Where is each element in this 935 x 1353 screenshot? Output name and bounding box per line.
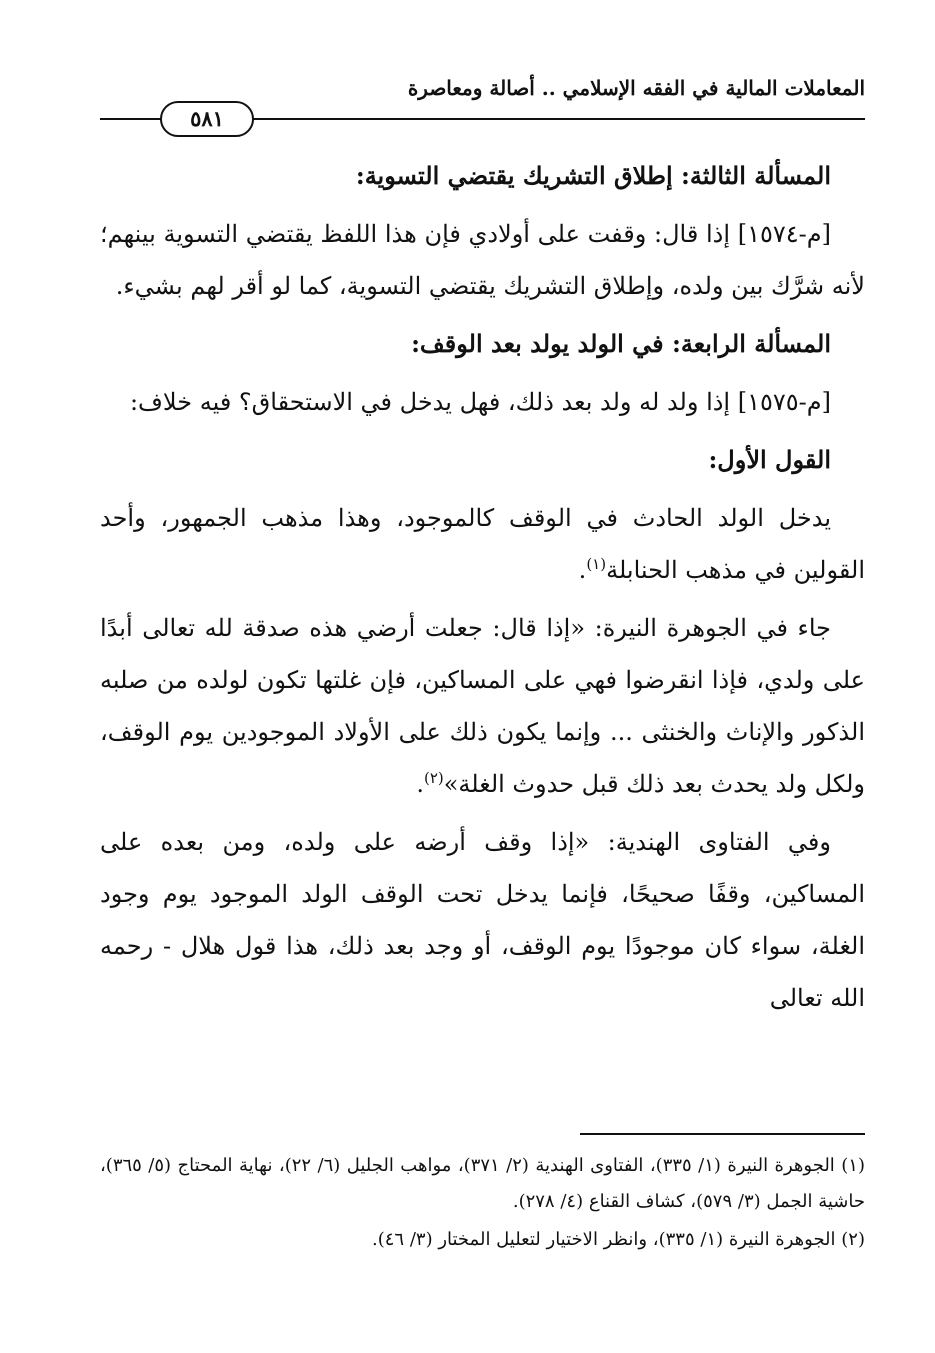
footnote-2: (٢) الجوهرة النيرة (١/ ٣٣٥)، وانظر الاختيار لتعليل المختار (٣/ ٤٦). xyxy=(372,1229,865,1250)
paragraph-1574: [م-١٥٧٤] إذا قال: وقفت على أولادي فإن هذا اللفظ يقتضي التسوية بينهم؛ لأنه شرَّك بين ولده، وإطلاق التشريك يقتضي التسوية، كما لو أقر لهم بشيء. xyxy=(100,220,865,300)
footnotes xyxy=(100,1148,865,1260)
body-text xyxy=(100,150,865,1030)
running-title: المعاملات المالية في الفقه الإسلامي .. أصالة ومعاصرة xyxy=(407,76,865,100)
paragraph-1575: [م-١٥٧٥] إذا ولد له ولد بعد ذلك، فهل يدخل في الاستحقاق؟ فيه خلاف: xyxy=(129,388,831,416)
first-opinion-paragraph xyxy=(100,492,865,596)
first-opinion-text: يدخل الولد الحادث في الوقف كالموجود، وهذا مذهب الجمهور، وأحد القولين في مذهب الحنابلة xyxy=(100,504,865,584)
page-number-badge: ٥٨١ xyxy=(160,101,254,137)
footnote-ref-2[interactable]: (٢) xyxy=(423,769,444,787)
footnote-ref-1[interactable]: (١) xyxy=(586,555,607,573)
hindiya-quote-paragraph: وفي الفتاوى الهندية: «إذا وقف أرضه على ولده، ومن بعده على المساكين، وقفًا صحيحًا، فإنما يدخل تحت الوقف الولد الموجود يوم وجود الغلة، سواء كان موجودًا يوم الوقف، أو وجد بعد ذلك، هذا قول هلال - رحمه الله تعالى xyxy=(100,828,865,1012)
first-opinion-end: . xyxy=(578,556,587,584)
section-heading-third-issue: المسألة الثالثة: إطلاق التشريك يقتضي التسوية: xyxy=(355,161,831,190)
jawhara-quote-text: جاء في الجوهرة النيرة: «إذا قال: جعلت أرضي هذه صدقة لله تعالى أبدًا على ولدي، فإذا انقرضوا فهي على المساكين، فإن غلتها تكون لولده من صلبه الذكور والإناث والخنثى ... وإنما يكون ذلك على الأولاد الموجودين يوم الوقف، ولكل ولد يحدث بعد ذلك قبل حدوث الغلة» xyxy=(100,614,865,798)
jawhara-quote-end: . xyxy=(416,770,424,798)
jawhara-quote-paragraph xyxy=(100,602,865,810)
footnote-separator xyxy=(580,1133,865,1135)
first-opinion-heading: القول الأول: xyxy=(708,445,831,474)
section-heading-fourth-issue: المسألة الرابعة: في الولد يولد بعد الوقف: xyxy=(411,329,831,358)
footnote-1: (١) الجوهرة النيرة (١/ ٣٣٥)، الفتاوى الهندية (٢/ ٣٧١)، مواهب الجليل (٦/ ٢٢)، نهاية المحتاج (٥/ ٣٦٥)، حاشية الجمل (٣/ ٥٧٩)، كشاف القناع (٤/ ٢٧٨). xyxy=(100,1155,865,1212)
